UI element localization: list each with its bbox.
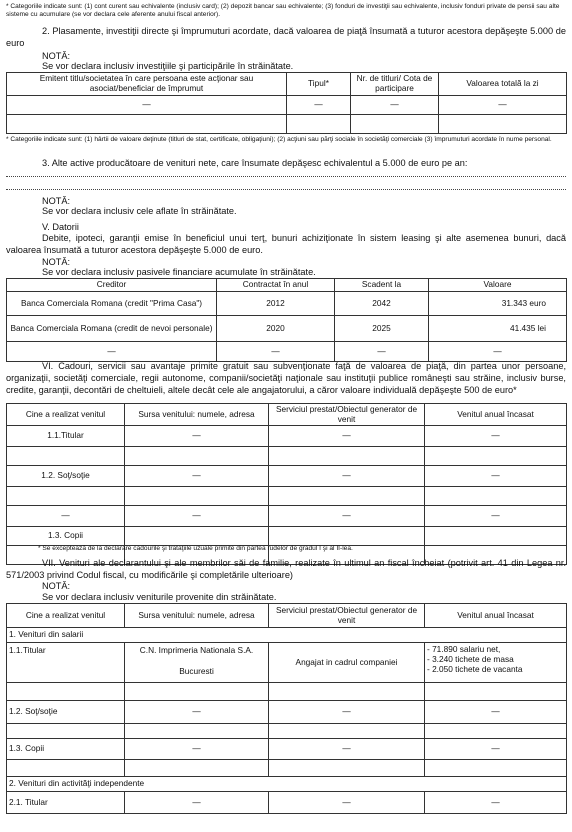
empty-dash: — (125, 506, 269, 527)
empty-dash: — (7, 96, 287, 115)
creditor-cell: Banca Comerciala Romana (credit "Prima Casa") (7, 292, 217, 316)
empty-dash: — (425, 506, 567, 527)
table-row (7, 316, 567, 342)
empty-dash: — (335, 342, 429, 362)
empty-dash: — (351, 96, 439, 115)
income-line: - 71.890 salariu net, (427, 644, 501, 654)
col-header-due: Scadent la (335, 279, 429, 292)
section-vii-text: VII. Venituri ale declarantului şi ale membrilor săi de familie, realizate în ultimul an fiscal încheiat (potrivit art. 41 din Legea nr. 571/2003 privind Codul fiscal, cu modificările şi completările ulterioare) (6, 558, 566, 580)
empty-dash: — (439, 96, 567, 115)
col-header-service: Serviciul prestat/Obiectul generator de venit (269, 604, 425, 628)
empty-dash: — (269, 426, 425, 447)
table-row (7, 487, 567, 506)
empty-dash: — (429, 342, 567, 362)
col-header-income: Venitul anual încasat (425, 404, 567, 426)
col-header-income: Venitul anual încasat (425, 604, 567, 628)
section-vii-nota-text: Se vor declara inclusiv veniturile provenite din străinătate. (42, 592, 277, 602)
source-name: C.N. Imprimeria Nationala S.A. (139, 645, 254, 655)
col-header-creditor: Creditor (7, 279, 217, 292)
table-row (7, 426, 567, 447)
due-year-cell: 2025 (335, 316, 429, 342)
empty-dash: — (125, 426, 269, 447)
group-salaries: 1. Venituri din salarii (7, 628, 567, 643)
section-v-nota-text: Se vor declara inclusiv pasivele financiare acumulate în străinătate. (42, 267, 316, 277)
empty-dash: — (7, 342, 217, 362)
income-line: - 2.050 tichete de vacanta (427, 663, 523, 674)
table-row (7, 115, 567, 134)
debts-table (6, 278, 567, 362)
table-row (7, 447, 567, 466)
section-3-nota-label: NOTĂ: (42, 196, 71, 206)
col-header-service: Serviciul prestat/Obiectul generator de venit (269, 404, 425, 426)
row-label-children: 1.3. Copii (7, 527, 125, 546)
table-row (7, 96, 567, 115)
empty-dash: — (425, 792, 567, 814)
income-source-cell (125, 643, 269, 683)
table-row (7, 739, 567, 760)
table-row (7, 466, 567, 487)
service-cell: Angajat in cadrul companiei (269, 643, 425, 683)
top-categories-note: * Categoriile indicate sunt: (1) cont curent sau echivalente (inclusiv card); (2) depozit bancar sau echivalente; (3) fonduri de investiţii sau echivalente, inclusiv fonduri private de pensii sau alte sisteme cu acumulare (se vor declara cele aferente anului fiscal anterior). (6, 3, 560, 19)
table-row (7, 683, 567, 701)
section-2-title: 2. Plasamente, investiţii directe şi împrumuturi acordate, dacă valoarea de piaţă însumată a tuturor acestora depăşeşte 5.000 de euro (6, 26, 566, 48)
empty-dash: — (269, 739, 425, 760)
section-v-text: Debite, ipoteci, garanţii emise în beneficiul unui terţ, bunuri achiziţionate în sistem leasing şi alte asemenea bunuri, dacă valoarea însumată a tuturor acestora depăşeşte 5.000 de euro. (6, 233, 566, 255)
section-vi-text: VI. Cadouri, servicii sau avantaje primite gratuit sau subvenţionate faţă de valoarea de piaţă, din partea unor persoane, organizaţii, societăţi comerciale, regii autonome, companii/societăţi naţionale sau instituţii publice româneşti sau străine, inclusiv burse, credite, garanţii, decontări de cheltuieli, altele decât cele ale angajatorului, a căror valoare individuală depăşeşte 500 de euro* (6, 361, 566, 396)
empty-dash: — (425, 466, 567, 487)
empty-dash: — (425, 426, 567, 447)
due-year-cell: 2042 (335, 292, 429, 316)
table-row (7, 527, 567, 546)
value-cell: 31.343 euro (429, 292, 567, 316)
empty-dash: — (217, 342, 335, 362)
empty-dash: — (269, 466, 425, 487)
empty-dash: — (269, 506, 425, 527)
income-line: - 3.240 tichete de masa (427, 653, 514, 664)
col-header-source: Sursa venitului: numele, adresa (125, 604, 269, 628)
table-row (7, 628, 567, 643)
empty-dash: — (125, 739, 269, 760)
dotted-line (6, 175, 566, 177)
investments-table (6, 72, 567, 134)
section-3-nota-text: Se vor declara inclusiv cele aflate în străinătate. (42, 206, 237, 216)
dotted-line (6, 188, 566, 190)
contracted-year-cell: 2020 (217, 316, 335, 342)
table-row (7, 506, 567, 527)
source-city: Bucuresti (179, 665, 214, 676)
row-label-children: 1.3. Copii (7, 739, 125, 760)
section-2-nota-label: NOTĂ: (42, 51, 71, 61)
section-vi-footnote: * Se exceptează de la declarare cadourile şi trataţiile uzuale primite din partea rudelor de gradul I şi al II-lea. (38, 545, 353, 552)
section-2-footnote: * Categoriile indicate sunt: (1) hârtii de valoare deţinute (titluri de stat, certificate, obligaţiuni); (2) acţiuni sau părţi sociale în societăţi comerciale (3) împrumuturi acordate în nume personal. (6, 136, 552, 143)
section-vii-nota-label: NOTĂ: (42, 581, 71, 591)
row-label-titular: 1.1.Titular (7, 426, 125, 447)
row-label-titular: 1.1.Titular (7, 643, 125, 683)
table-row (7, 342, 567, 362)
col-header-value: Valoare (429, 279, 567, 292)
row-label-titular-2: 2.1. Titular (7, 792, 125, 814)
col-header-contracted: Contractat în anul (217, 279, 335, 292)
empty-dash: — (125, 792, 269, 814)
creditor-cell: Banca Comerciala Romana (credit de nevoi personale) (7, 316, 217, 342)
table-row (7, 777, 567, 792)
empty-dash: — (425, 701, 567, 724)
col-header-shares: Nr. de titluri/ Cota de participare (351, 73, 439, 96)
row-label-spouse: 1.2. Soţ/soţie (7, 701, 125, 724)
section-v-nota-label: NOTĂ: (42, 257, 71, 267)
empty-dash: — (125, 466, 269, 487)
income-cell (425, 643, 567, 683)
table-row (7, 760, 567, 777)
table-row (7, 643, 567, 683)
table-row (7, 292, 567, 316)
income-table (6, 603, 567, 814)
col-header-who: Cine a realizat venitul (7, 604, 125, 628)
row-label-spouse: 1.2. Soţ/soţie (7, 466, 125, 487)
empty-dash: — (287, 96, 351, 115)
col-header-type: Tipul* (287, 73, 351, 96)
section-2-nota-text: Se vor declara inclusiv investiţiile şi participările în străinătate. (42, 61, 294, 71)
empty-dash: — (125, 701, 269, 724)
empty-dash: — (269, 701, 425, 724)
col-header-issuer: Emitent titlu/societatea în care persoana este acţionar sau asociat/beneficiar de împrumut (7, 73, 287, 96)
contracted-year-cell: 2012 (217, 292, 335, 316)
col-header-who: Cine a realizat venitul (7, 404, 125, 426)
empty-dash: — (425, 739, 567, 760)
table-row (7, 701, 567, 724)
value-cell: 41.435 lei (429, 316, 567, 342)
gifts-table (6, 403, 567, 565)
col-header-total-value: Valoarea totală la zi (439, 73, 567, 96)
table-row (7, 724, 567, 739)
empty-dash: — (7, 506, 125, 527)
group-independent: 2. Venituri din activităţi independente (7, 777, 567, 792)
table-row (7, 792, 567, 814)
col-header-source: Sursa venitului: numele, adresa (125, 404, 269, 426)
empty-dash: — (269, 792, 425, 814)
section-v-heading: V. Datorii (42, 222, 79, 232)
section-3-title: 3. Alte active producătoare de venituri nete, care însumate depăşesc echivalentul a 5.000 de euro pe an: (42, 158, 468, 168)
